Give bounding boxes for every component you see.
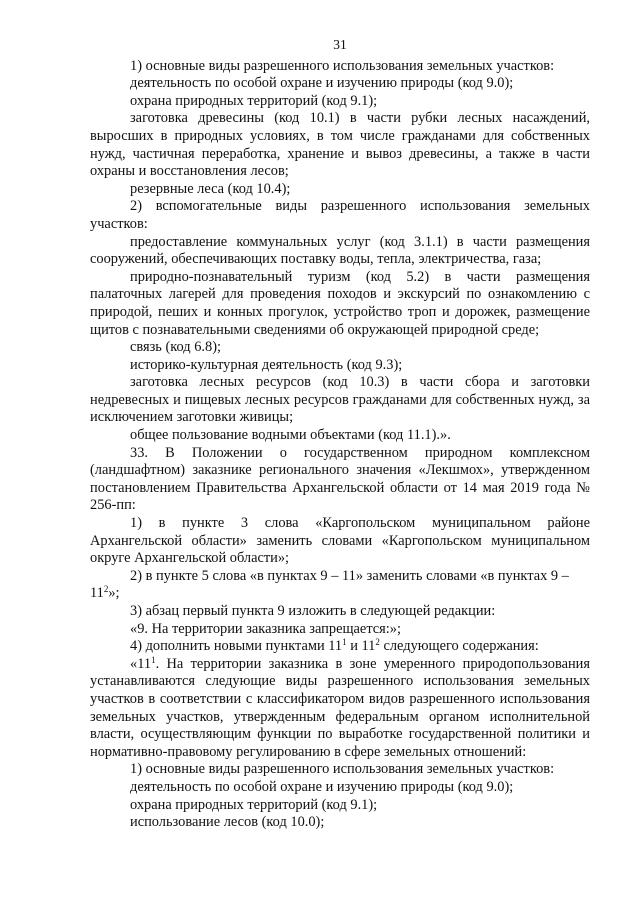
paragraph: общее пользование водными объектами (код 11.1).». — [130, 427, 451, 444]
paragraph: 2) вспомогательные виды разрешенного использования земельных участков: — [90, 198, 590, 232]
paragraph: «9. На территории заказника запрещается:»; — [130, 620, 401, 637]
paragraph-text: и 11 — [346, 638, 376, 655]
paragraph: предоставление коммунальных услуг (код 3.1.1) в части размещения сооружений, обеспечивающих поставку воды, тепла, электричества, газа; — [90, 233, 590, 268]
paragraph: деятельность по особой охране и изучению природы (код 9.0); — [130, 778, 514, 795]
superscript: 1 — [342, 637, 347, 648]
superscript: 2 — [375, 637, 380, 648]
paragraph: 1) основные виды разрешенного использования земельных участков: — [130, 57, 555, 74]
paragraph: охрана природных территорий (код 9.1); — [130, 92, 378, 109]
paragraph: 1) в пункте 3 слова «Каргопольском муниципальном районе Архангельской области» заменить словами «Каргопольском муниципальном округе Архангельской области»; — [90, 515, 590, 567]
paragraph: 1) основные виды разрешенного использования земельных участков: — [130, 761, 555, 778]
paragraph: историко-культурная деятельность (код 9.3); — [130, 356, 403, 373]
paragraph: 33. В Положении о государственном природном комплексном (ландшафтном) заказнике регионального значения «Лекшмох», утвержденном постановлением Правительства Архангельской области от 14 мая 2019 года № 256-пп: — [90, 444, 590, 514]
paragraph-text: »; — [108, 585, 120, 602]
paragraph — [90, 638, 590, 656]
paragraph — [90, 656, 590, 762]
superscript: 2 — [103, 584, 109, 595]
paragraph: заготовка древесины (код 10.1) в части рубки лесных насаждений, выросших в природных условиях, в том числе гражданами для собственных нужд, частичная переработка, хранение и вывоз древесины, а также в части охраны и восстановления лесов; — [90, 110, 590, 180]
paragraph-text: «11 — [130, 655, 152, 672]
paragraph: заготовка лесных ресурсов (код 10.3) в части сбора и заготовки недревесных и пищевых лесных ресурсов гражданами для собственных нужд, за исключением заготовки живицы; — [90, 374, 590, 426]
paragraph: охрана природных территорий (код 9.1); — [130, 796, 378, 813]
paragraph: связь (код 6.8); — [130, 339, 221, 356]
paragraph-text: следующего содержания: — [379, 638, 539, 655]
paragraph: природно-познавательный туризм (код 5.2) в части размещения палаточных лагерей для проведения походов и экскурсий по ознакомлению с природой, пеших и конных прогулок, устройство троп и дорожек, размещение щитов с познавательными сведениями об окружающей природной среде; — [90, 268, 590, 338]
paragraph: резервные леса (код 10.4); — [130, 180, 291, 197]
paragraph-text: 4) дополнить новыми пунктами 11 — [130, 638, 343, 655]
paragraph: деятельность по особой охране и изучению природы (код 9.0); — [130, 75, 514, 92]
page-number: 31 — [333, 37, 347, 52]
paragraph-text: . На территории заказника в зоне умеренного природопользования устанавливаются следующие виды разрешенного использования земельных участков в соответствии с классификатором видов разрешенного использования земельных участков, утвержденным федеральным органом исполнительной власти, осуществляющим функции по выработке государственной политики и нормативно-правовому регулированию в сфере земельных отношений: — [90, 655, 590, 760]
paragraph — [90, 568, 590, 603]
paragraph: 3) абзац первый пункта 9 изложить в следующей редакции: — [130, 603, 496, 619]
paragraph: использование лесов (код 10.0); — [130, 814, 325, 831]
paragraph-text: 2) в пункте 5 слова «в пунктах 9 – 11» заменить словами «в пунктах 9 – 11 — [90, 567, 569, 602]
superscript: 1 — [151, 654, 156, 665]
